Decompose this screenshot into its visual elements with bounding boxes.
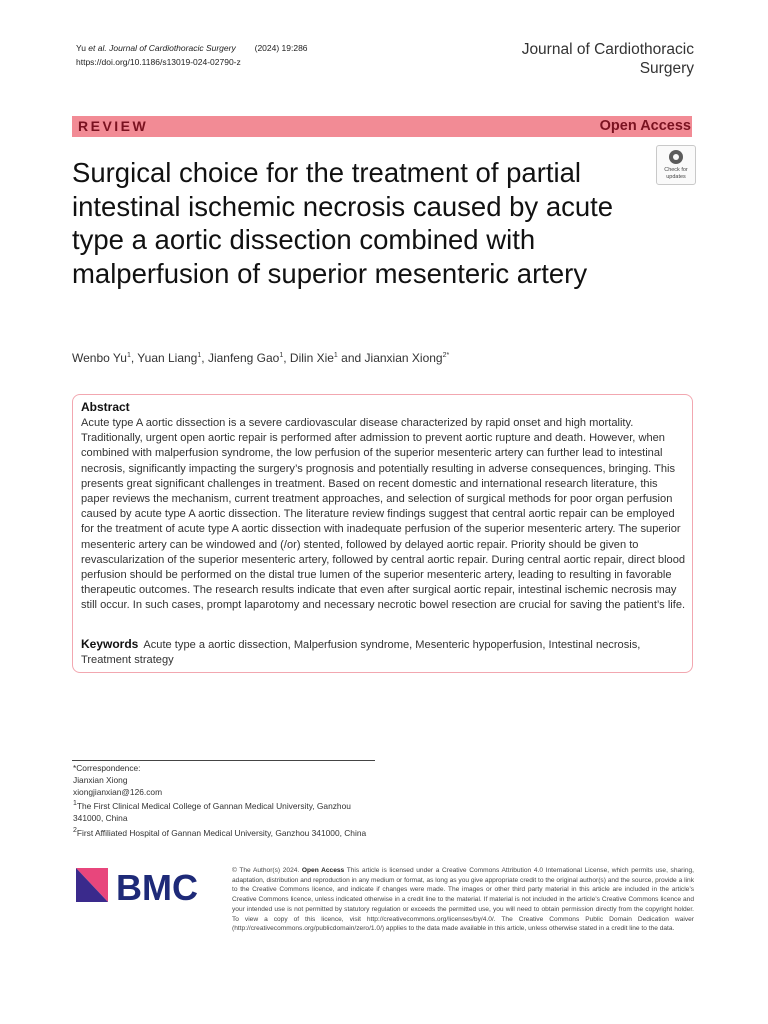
citation-volume: (2024) 19:286: [254, 43, 308, 53]
author-affiliation-mark: 2*: [442, 352, 450, 359]
keywords-list: Acute type a aortic dissection, Malperfusion syndrome, Mesenteric hypoperfusion, Intestinal necrosis, Treatment strategy: [81, 639, 641, 667]
affiliation-2: $^2$First Affiliated Hospital of Gannan Medical University, Ganzhou 341000, China: [73, 826, 367, 838]
license-open-access: Open Access: [301, 867, 345, 874]
open-access-label: Open Access: [599, 118, 691, 134]
author-affiliation-mark: 1: [197, 352, 202, 359]
corresponding-author: Jianxian Xiong: [73, 774, 128, 785]
author-affiliation-mark: 1: [126, 352, 131, 359]
journal-name: [434, 40, 694, 78]
author-name: Yuan Liang: [137, 351, 198, 365]
bmc-logo: [76, 866, 216, 906]
keywords: [81, 637, 689, 668]
update-icon: [669, 150, 683, 164]
author-name: Dilin Xie: [289, 351, 334, 365]
correspondence-label: *Correspondence:: [73, 763, 141, 773]
article-type-label: REVIEW: [78, 118, 149, 134]
article-title: Surgical choice for the treatment of partial intestinal ischemic necrosis caused by acute type a aortic dissection combined with malperfusion of superior mesenteric artery: [72, 157, 614, 289]
citation-line: [76, 41, 308, 55]
author-affiliation-mark: 1: [279, 352, 284, 359]
badge-label: Check for updates: [664, 167, 688, 180]
footnotes: [73, 763, 373, 839]
affiliation-1: $^1$The First Clinical Medical College of Gannan Medical University, Ganzhou 341000, China: [73, 800, 351, 823]
license-text: This article is licensed under a Creative Commons Attribution 4.0 International License, which permits use, sharing, adaptation, distribution and reproduction in any medium or format, as long as you give appropriate credit to the original author(s) and the source, provide a link to the Creative Commons licence, and indicate if changes were made. The images or other third party material in this article are included in the article’s Creative Commons licence, unless indicated otherwise in a credit line to the material. If material is not included in the article’s Creative Commons licence and your intended use is not permitted by statutory regulation or exceeds the permitted use, you will need to obtain permission directly from the copyright holder. To view a copy of this licence, visit http://creativecommons.org/licenses/by/4.0/. The Creative Commons Public Domain Dedication waiver (http://creativecommons.org/publicdomain/zero/1.0/) applies to the data made available in this article, unless otherwise stated in a credit line to the data.: [232, 867, 694, 933]
author-name: Jianxian Xiong: [364, 351, 443, 365]
journal-name-line1: Journal of Cardiothoracic: [521, 41, 694, 58]
correspondence-email[interactable]: xiongjianxian@126.com: [73, 786, 163, 797]
citation-header: [76, 41, 308, 69]
author-name: Jianfeng Gao: [207, 351, 280, 365]
footnote-divider: [72, 760, 375, 761]
journal-name-line2: Surgery: [639, 60, 694, 77]
bmc-logo-text: BMC: [116, 867, 198, 906]
author-affiliation-mark: 1: [333, 352, 338, 359]
abstract-text: Acute type A aortic dissection is a severe cardiovascular disease characterized by rapid onset and high mortality. Traditionally, urgent open aortic repair is performed after admission to prevent aortic rupture and death. However, when combined with malperfusion syndrome, the low perfusion of the superior mesenteric artery can further lead to intestinal necrosis, significantly impacting the surgery’s prognosis and potentially resulting in adverse consequences, bringing. This presents great significant challenges in treatment. Based on recent domestic and international research literature, this paper reviews the mechanism, current treatment approaches, and selection of surgical methods for poor organ perfusion caused by acute type A aortic dissection. The literature review findings suggest that central aortic repair can be employed for the treatment of acute type A aortic dissection with inadequate perfusion of the superior mesenteric artery. The superior mesenteric artery can be windowed and (/or) stented, followed by delayed aortic repair. Priority should be given to revascularization of the superior mesenteric artery, followed by central aortic repair. During central aortic repair, direct blood perfusion should be performed on the distal true lumen of the superior mesenteric artery, leading to resulting in favorable therapeutic outcomes. The research results indicate that even after surgical aortic repair, intestinal ischemic necrosis may still occur. In such cases, prompt laparotomy and necessary necrotic bowel resection are crucial for saving the patient’s life.: [81, 417, 686, 612]
keywords-label: Keywords: [81, 637, 139, 651]
license-notice: [232, 866, 694, 934]
doi-link[interactable]: https://doi.org/10.1186/s13019-024-02790-z: [76, 57, 241, 67]
copyright: © The Author(s) 2024.: [232, 867, 300, 874]
citation-author: Yu: [76, 43, 89, 53]
check-for-updates-badge[interactable]: [656, 145, 696, 185]
citation-journal: et al. Journal of Cardiothoracic Surgery: [88, 43, 236, 53]
author-list: Wenbo Yu$^1$, Yuan Liang$^1$, Jianfeng Gao$^1$, Dilin Xie$^1$ and Jianxian Xiong$^{2*}$: [72, 351, 450, 365]
author-name: Wenbo Yu: [72, 351, 127, 365]
abstract-heading: Abstract: [81, 400, 130, 414]
